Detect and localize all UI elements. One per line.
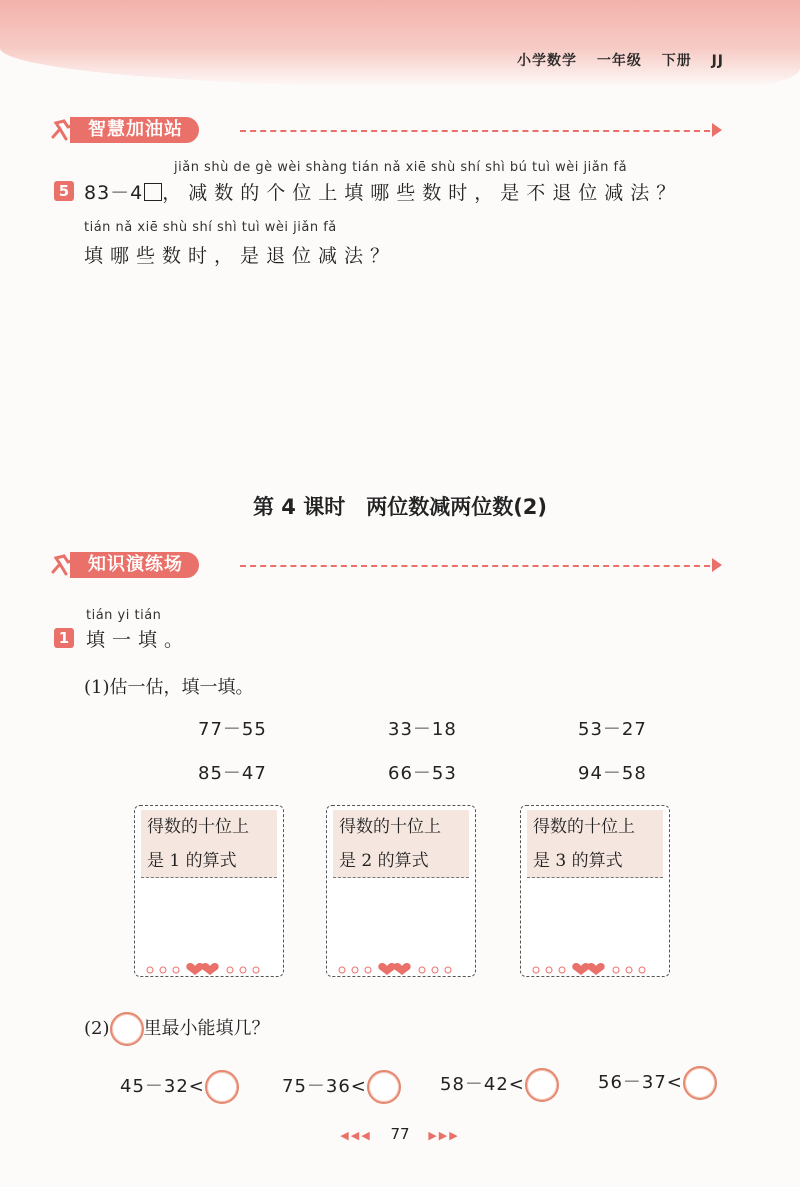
- question-number: 1: [54, 628, 74, 648]
- divider-dashed: [240, 130, 710, 132]
- circle-blank-icon: [110, 1012, 144, 1046]
- expression: 53－27: [578, 719, 647, 740]
- card-header: [527, 810, 663, 878]
- section-banner-practice: [50, 550, 730, 580]
- comparison: [120, 1070, 239, 1104]
- part1-label: (1)估一估，填一填。: [84, 677, 254, 698]
- section-title: 知识演练场: [70, 552, 199, 578]
- left-marks: ◀◀◀: [340, 1129, 372, 1142]
- header-subject: 小学数学: [516, 53, 577, 69]
- answer-circle[interactable]: [683, 1066, 717, 1100]
- expression: 94－58: [578, 763, 647, 784]
- comparison-expression: 58－42<: [440, 1074, 525, 1095]
- header-volume: 下册: [661, 53, 692, 69]
- question-text: 填一填。: [86, 629, 191, 651]
- hearts-decoration: [327, 956, 477, 976]
- page-footer: [0, 1125, 800, 1143]
- expression: 77－55: [198, 719, 267, 740]
- section-banner-wisdom: [50, 115, 730, 145]
- card-label-line1: 得数的十位上: [339, 817, 441, 837]
- answer-circle[interactable]: [205, 1070, 239, 1104]
- pinyin-line: jiǎn shù de gè wèi shàng tián nǎ xiē shù shí shì bú tuì wèi jiǎn fǎ: [174, 160, 628, 175]
- header-band: [0, 0, 800, 88]
- pinyin-line: tián yi tián: [86, 608, 162, 623]
- question-text: ，减数的个位上填哪些数时，是不退位减法？: [162, 182, 683, 204]
- question-text-line2: 填哪些数时，是退位减法？: [84, 245, 397, 267]
- hearts-decoration: [135, 956, 285, 976]
- card-label-line1: 得数的十位上: [147, 817, 249, 837]
- arrow-right-icon: [712, 558, 722, 572]
- card-label-line2: 是 2 的算式: [339, 851, 429, 871]
- part2-text: 里最小能填几？: [143, 1018, 270, 1039]
- divider-dashed: [240, 565, 710, 567]
- header-grade: 一年级: [596, 53, 642, 69]
- comparison: [598, 1066, 717, 1100]
- page-number: 77: [390, 1125, 410, 1143]
- answer-circle[interactable]: [525, 1068, 559, 1102]
- right-marks: ▶▶▶: [428, 1129, 460, 1142]
- answer-circle[interactable]: [367, 1070, 401, 1104]
- comparison: [282, 1070, 401, 1104]
- question-text-line1: [84, 178, 682, 205]
- part2-label: [84, 1012, 270, 1046]
- arrow-right-icon: [712, 123, 722, 137]
- comparison-expression: 45－32<: [120, 1076, 205, 1097]
- comparison-expression: 56－37<: [598, 1072, 683, 1093]
- answer-card[interactable]: [326, 805, 476, 977]
- question-number: 5: [54, 181, 74, 201]
- expression: 33－18: [388, 719, 457, 740]
- hearts-decoration: [521, 956, 671, 976]
- expression: 83－4: [84, 182, 144, 204]
- answer-card[interactable]: [134, 805, 284, 977]
- card-header: [333, 810, 469, 878]
- comparison-expression: 75－36<: [282, 1076, 367, 1097]
- card-label-line2: 是 1 的算式: [147, 851, 237, 871]
- card-label-line1: 得数的十位上: [533, 817, 635, 837]
- expression: 66－53: [388, 763, 457, 784]
- answer-card[interactable]: [520, 805, 670, 977]
- expression: 85－47: [198, 763, 267, 784]
- card-label-line2: 是 3 的算式: [533, 851, 623, 871]
- header-edition: JJ: [711, 53, 724, 69]
- blank-box[interactable]: [144, 183, 162, 201]
- part2-prefix: (2): [84, 1018, 110, 1039]
- section-title: 智慧加油站: [70, 117, 199, 143]
- pinyin-line: tián nǎ xiē shù shí shì tuì wèi jiǎn fǎ: [84, 220, 337, 235]
- header-info: [503, 50, 724, 70]
- lesson-title: 第 4 课时 两位数减两位数(2): [252, 495, 548, 519]
- card-header: [141, 810, 277, 878]
- comparison: [440, 1068, 559, 1102]
